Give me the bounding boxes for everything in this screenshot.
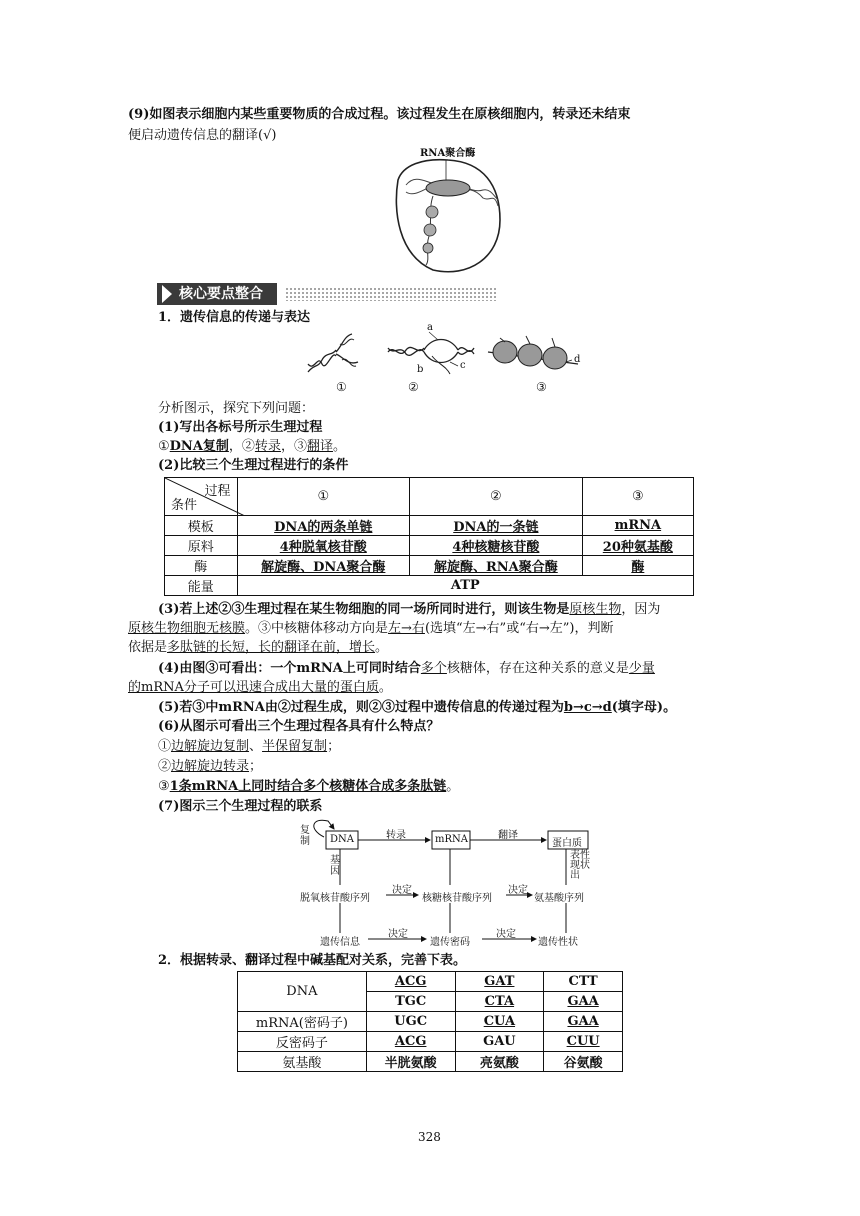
row-label: 原料 [165,536,238,556]
section-title: 核心要点整合 [157,283,277,305]
flow-mrna: mRNA [435,834,468,845]
answer-6-2: ②边解旋边转录； [158,759,263,774]
analysis-intro: 分析图示，探究下列问题： [158,401,315,416]
cell: 4种核糖核苷酸 [410,536,583,556]
label-d: d [574,354,581,365]
figure-number-3: ③ [536,380,547,394]
row-material [165,536,694,556]
row-label-anticodon: 反密码子 [238,1032,367,1052]
cell: ACG [366,1032,455,1052]
flow-diagram [298,815,598,950]
cell: 酶 [582,556,693,576]
question-7: (7)图示三个生理过程的联系 [158,799,323,814]
cell: CTA [455,992,544,1012]
flow-codon: 遗传密码 [430,937,470,948]
cell: 解旋酶、DNA聚合酶 [237,556,410,576]
chevron-right-icon [160,283,174,305]
row-label: 模板 [165,516,238,536]
flow-phenotype: 表性现状出 [570,850,590,881]
flow-self-replicate: 复制 [300,825,310,847]
question-4-line1: (4)由图③可看出：一个mRNA上可同时结合多个核糖体，存在这种关系的意义是少量 [158,661,655,676]
label-b: b [417,364,424,375]
header-process-3: ③ [582,478,693,516]
process-figures [300,322,590,397]
row-label-mrna: mRNA(密码子) [238,1012,367,1032]
conditions-table [164,477,694,596]
flow-decide: 决定 [392,885,412,896]
question-6: (6)从图示可看出三个生理过程各具有什么特点？ [158,719,440,734]
question-5: (5)若③中mRNA由②过程生成，则②③过程中遗传信息的传递过程为b→c→d(填字母)。 [158,700,677,715]
cell: UGC [366,1012,455,1032]
row-label: 酶 [165,556,238,576]
cell: 谷氨酸 [544,1052,623,1072]
label-c: c [460,360,466,371]
question-4-line2: 的mRNA分子可以迅速合成出大量的蛋白质。 [128,680,392,695]
row-enzyme [165,556,694,576]
cell: mRNA [582,516,693,536]
cell: 亮氨酸 [455,1052,544,1072]
answer-1: ①DNA复制，②转录，③翻译。 [158,439,346,454]
flow-info: 遗传信息 [320,937,360,948]
header-process-2: ② [410,478,583,516]
cell: GAT [455,972,544,992]
item-9-line1: (9)如图表示细胞内某些重要物质的合成过程。该过程发生在原核细胞内，转录还未结束 [128,107,631,122]
question-3-line3: 依据是多肽链的长短，长的翻译在前，增长。 [128,640,389,655]
cell: CUU [544,1032,623,1052]
label-a: a [427,322,433,333]
corner-cell: 过程 条件 [165,478,238,516]
part1-heading: 1．遗传信息的传递与表达 [158,310,311,325]
flow-protein: 蛋白质 [552,838,582,849]
figure-number-1: ① [336,380,347,394]
flow-deoxy-seq: 脱氧核苷酸序列 [300,893,370,904]
part2-heading: 2．根据转录、翻译过程中碱基配对关系，完善下表。 [158,953,467,968]
row-label-amino-acid: 氨基酸 [238,1052,367,1072]
flow-dna: DNA [330,834,354,845]
flow-decide: 决定 [388,929,408,940]
item-9-line2: 便启动遗传信息的翻译(√) [128,128,277,143]
cell: DNA的两条单链 [237,516,410,536]
flow-transcribe: 转录 [386,830,406,841]
question-3-line2: 原核生物细胞无核膜。③中核糖体移动方向是左→右(选填“左→右”或“右→左”)，判断 [128,621,614,636]
cell: CTT [544,972,623,992]
row-template [165,516,694,536]
figure-number-2: ② [408,380,419,394]
page-number: 328 [418,1130,441,1144]
row-label: 能量 [165,576,238,596]
cell-figure [388,140,508,275]
row-energy [165,576,694,596]
cell: GAA [544,992,623,1012]
cell: CUA [455,1012,544,1032]
section-banner [157,283,497,305]
flow-gene: 基因 [330,855,340,877]
flow-decide: 决定 [508,885,528,896]
header-process-1: ① [237,478,410,516]
cell: ACG [366,972,455,992]
question-2: (2)比较三个生理过程进行的条件 [158,458,349,473]
flow-translate: 翻译 [498,830,518,841]
cell: 4种脱氧核苷酸 [237,536,410,556]
answer-6-1: ①边解旋边复制、半保留复制； [158,739,341,754]
flow-trait: 遗传性状 [538,937,578,948]
flow-ribo-seq: 核糖核苷酸序列 [422,893,492,904]
cell: ATP [237,576,694,596]
flow-aa-seq: 氨基酸序列 [534,893,584,904]
cell: TGC [366,992,455,1012]
cell: GAU [455,1032,544,1052]
base-pairing-table [237,971,623,1072]
row-label-dna: DNA [238,972,367,1012]
cell: 20种氨基酸 [582,536,693,556]
question-1: (1)写出各标号所示生理过程 [158,420,323,435]
cell: 解旋酶、RNA聚合酶 [410,556,583,576]
cell: GAA [544,1012,623,1032]
cell: 半胱氨酸 [366,1052,455,1072]
answer-6-3: ③1条mRNA上同时结合多个核糖体合成多条肽链。 [158,779,460,794]
banner-dots [285,287,497,301]
flow-decide: 决定 [496,929,516,940]
cell: DNA的一条链 [410,516,583,536]
question-3-line1: (3)若上述②③生理过程在某生物细胞的同一场所同时进行，则该生物是原核生物，因为 [158,602,661,617]
rna-polymerase-label: RNA聚合酶 [420,148,476,159]
